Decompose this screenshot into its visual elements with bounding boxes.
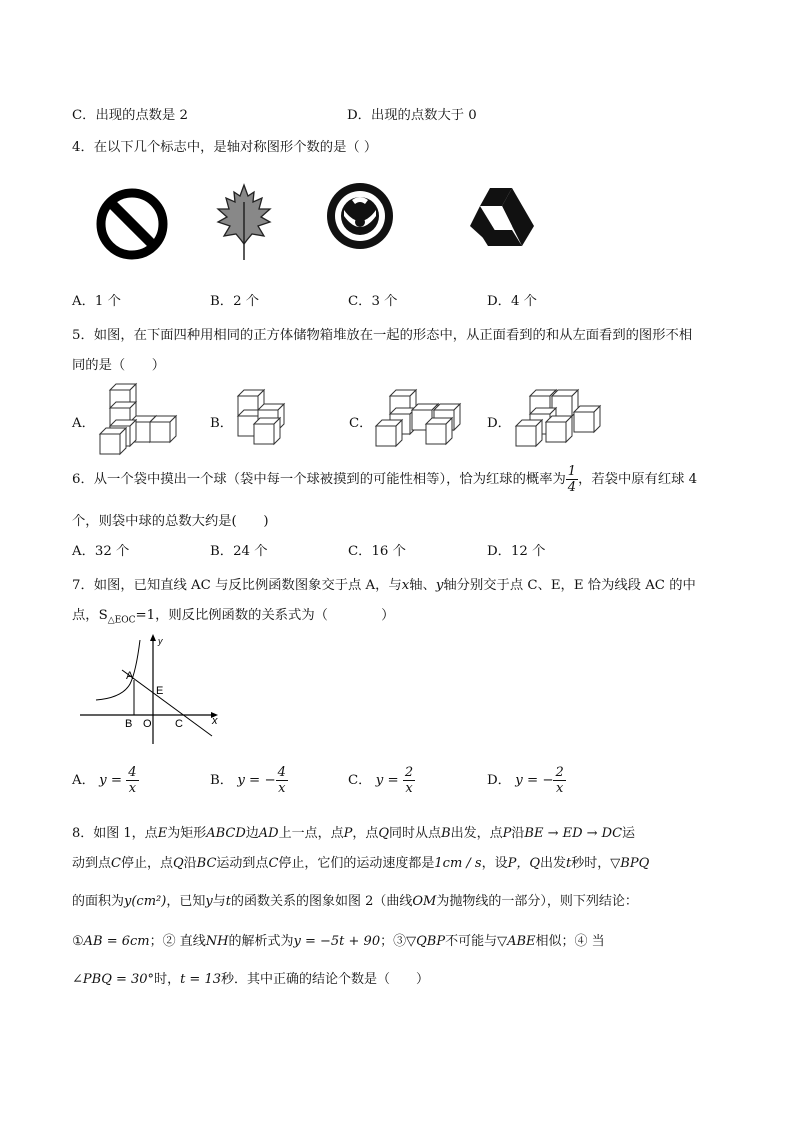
q8-l3b: ，已知: [166, 894, 206, 909]
q8-l1e: ，点: [352, 826, 379, 841]
q8-var-q: Q: [378, 826, 390, 841]
q8-var-y: y: [205, 894, 213, 909]
q4-option-a: A．1 个: [72, 294, 121, 309]
q8-var-t2: t: [225, 894, 231, 909]
line-ac: [122, 670, 212, 736]
cube: [516, 420, 542, 446]
q8-l4e: 不可能与: [445, 934, 498, 949]
q8-l1i: 运: [622, 826, 636, 841]
q7-area-subscript: △EOC: [107, 615, 136, 626]
q8-var-b: B: [441, 826, 451, 841]
cube: [150, 416, 176, 442]
q7-option-a-fraction: [126, 765, 138, 796]
q8-l1c: 边: [245, 826, 259, 841]
q8-var-nh: NH: [205, 934, 229, 949]
q8-tri-bpq: ▽BPQ: [610, 856, 650, 871]
q5-label-a: A．: [72, 416, 95, 431]
q8-l2d: 运动到点: [216, 856, 269, 871]
q7-option-c-label: C．: [348, 773, 372, 788]
q7-stem-part3: 轴分别交于点 C、E，E 恰为线段 AC 的中: [443, 578, 696, 593]
q8-speed: 1cm / s: [434, 856, 482, 871]
q8-l5b: 时，: [154, 972, 181, 987]
q8-var-e: E: [157, 826, 168, 841]
q8-var-ad: AD: [258, 826, 279, 841]
point-label-c: C: [175, 718, 183, 730]
q5-figure-b: [234, 386, 298, 446]
q8-angle: ∠PBQ = 30°: [72, 972, 155, 987]
q8-l3e: 为抛物线的一部分），则下列结论：: [436, 894, 638, 909]
q8-l4a: ①: [72, 934, 84, 949]
q7-option-b-num: 4: [277, 765, 286, 780]
q5-stem-line1: 5．如图，在下面四种用相同的正方体储物箱堆放在一起的形态中，从正面看到的和从左面看到的图形不相: [72, 328, 693, 343]
q8-var-om: OM: [412, 894, 437, 909]
point-label-a: A: [126, 670, 134, 682]
cube: [426, 418, 452, 444]
q6-option-c: C．16 个: [348, 544, 406, 559]
cube: [254, 418, 280, 444]
q8-tri-qbp: ▽QBP: [406, 934, 446, 949]
q7-option-d-num: 2: [555, 765, 564, 780]
q7-x-var: x: [401, 578, 410, 593]
no-sign-icon: [94, 186, 170, 262]
q8-line1: [72, 822, 635, 841]
q8-line4: [72, 930, 605, 949]
q7-option-c-fraction: [403, 765, 415, 796]
q7-option-b-label: B．: [210, 773, 234, 788]
q4-option-d: D．4 个: [487, 294, 537, 309]
q7-option-d-label: D．: [487, 773, 511, 788]
q6-probability-fraction: [566, 464, 578, 495]
q7-option-b: [210, 765, 288, 796]
q8-t13: t = 13: [180, 972, 222, 987]
q8-l4d: ；③: [380, 934, 407, 949]
triangle-logo-icon: [468, 186, 536, 248]
q7-option-d-lhs: y =: [515, 773, 539, 788]
q8-l2f: ，设: [481, 856, 508, 871]
q7-option-d-fraction: [553, 765, 565, 796]
q8-var-c: C: [111, 856, 121, 871]
q7-option-c-lhs: y =: [375, 773, 399, 788]
q8-var-pq: P，Q: [507, 856, 541, 871]
q8-var-q2: Q: [172, 856, 184, 871]
q7-option-d: [487, 765, 566, 796]
q8-nh-eq: y = −5t + 90: [293, 934, 381, 949]
q7-stem-part2: 轴、: [409, 578, 436, 593]
q4-option-c: C．3 个: [348, 294, 398, 309]
q8-var-abcd: ABCD: [206, 826, 246, 841]
q6-prob-denominator: 4: [567, 480, 577, 495]
q8-l3a: 的面积为: [72, 894, 125, 909]
y-axis-arrow-icon: [150, 634, 156, 641]
q8-l2c: 沿: [183, 856, 197, 871]
q8-var-bc: BC: [196, 856, 217, 871]
q8-l2e: 停止，它们的运动速度都是: [278, 856, 435, 871]
q5-figure-c: [372, 386, 472, 452]
q7-option-a-num: 4: [128, 765, 137, 780]
q4-stem: 4．在以下几个标志中，是轴对称图形个数的是（ ）: [72, 140, 378, 155]
axis-label-y: y: [158, 636, 163, 646]
q8-var-p2: P: [502, 826, 512, 841]
q8-tri-abe: ▽ABE: [497, 934, 536, 949]
q7-option-d-sign: −: [542, 773, 554, 788]
q7-option-b-sign: −: [264, 773, 276, 788]
q8-l1a: 8．如图 1，点: [72, 826, 158, 841]
point-label-b: B: [125, 718, 133, 730]
q8-var-p: P: [343, 826, 353, 841]
q8-var-t: t: [566, 856, 572, 871]
q8-l1h: 沿: [511, 826, 525, 841]
q7-graph: [78, 632, 223, 750]
q8-l2b: 停止，点: [120, 856, 173, 871]
q7-line2-b: =1，则反比例函数的关系式为（ ）: [135, 608, 395, 623]
q5-label-b: B．: [210, 416, 234, 431]
q8-l3d: 的函数关系的图象如图 2（曲线: [230, 894, 413, 909]
q7-line2-a: 点，S: [72, 608, 108, 623]
q7-option-d-den: x: [555, 781, 564, 796]
q7-stem-line1: [72, 574, 696, 593]
q5-stem-line2: 同的是（ ）: [72, 358, 166, 373]
q8-l2h: 秒时，: [571, 856, 611, 871]
q8-l2g: 出发: [540, 856, 567, 871]
q8-l4f: 相似；④ 当: [535, 934, 605, 949]
q4-option-b: B．2 个: [210, 294, 260, 309]
q8-l4b: ；② 直线: [149, 934, 206, 949]
q8-l5d: 秒．其中正确的结论个数是（ ）: [221, 972, 430, 987]
q8-l1b: 为矩形: [167, 826, 207, 841]
cube: [100, 428, 126, 454]
q8-l3c: 与: [212, 894, 226, 909]
q7-option-a-lhs: y =: [99, 773, 123, 788]
q7-option-a-label: A．: [72, 773, 95, 788]
q6-option-d: D．12 个: [487, 544, 546, 559]
q8-line3: [72, 890, 638, 909]
q6-option-b: B．24 个: [210, 544, 268, 559]
q6-prob-numerator: 1: [567, 464, 577, 479]
q7-option-c: [348, 765, 415, 796]
point-label-o: O: [143, 718, 152, 730]
q8-path: BE → ED → DC: [524, 826, 623, 841]
q8-l1f: 同时从点: [389, 826, 442, 841]
q8-line2: [72, 852, 649, 871]
axis-label-x: x: [212, 715, 218, 727]
cube: [574, 406, 600, 432]
q5-figure-d: [512, 386, 608, 452]
maple-leaf-icon: [214, 182, 274, 262]
q8-line5: [72, 968, 429, 987]
q8-l1g: 出发，点: [450, 826, 503, 841]
q8-ab: AB = 6cm: [83, 934, 150, 949]
cube: [376, 420, 402, 446]
q7-stem-line2: [72, 604, 394, 626]
q7-option-a-den: x: [128, 781, 137, 796]
q8-area: y(cm²): [124, 894, 167, 909]
q6-option-a: A．32 个: [72, 544, 130, 559]
q7-option-b-fraction: [276, 765, 288, 796]
cube: [546, 416, 572, 442]
q7-option-b-lhs: y =: [237, 773, 261, 788]
hyperbola-curve: [96, 640, 140, 700]
q7-option-a: [72, 765, 139, 796]
q5-figure-a: [96, 382, 180, 456]
q8-l2a: 动到点: [72, 856, 112, 871]
q6-stem-line2: 个，则袋中球的总数大约是( ): [72, 514, 269, 529]
point-label-e: E: [156, 685, 164, 697]
q7-option-c-den: x: [405, 781, 413, 796]
q6-stem-line1: [72, 464, 697, 495]
q8-l1d: 上一点，点: [278, 826, 344, 841]
q7-y-var: y: [435, 578, 444, 593]
q5-label-d: D．: [487, 416, 511, 431]
circular-emblem-icon: [324, 180, 396, 252]
q8-l4c: 的解析式为: [228, 934, 294, 949]
q8-var-c2: C: [268, 856, 279, 871]
q5-label-c: C．: [349, 416, 373, 431]
q7-stem-part1: 7．如图，已知直线 AC 与反比例函数图象交于点 A，与: [72, 578, 402, 593]
q7-option-c-num: 2: [404, 765, 414, 780]
q3-option-c: C．出现的点数是 2: [72, 108, 188, 123]
q6-stem-part2: ，若袋中原有红球 4: [578, 472, 698, 487]
q6-stem-part1: 6．从一个袋中摸出一个球（袋中每一个球被摸到的可能性相等），恰为红球的概率为: [72, 472, 566, 487]
q3-option-d: D．出现的点数大于 0: [347, 108, 477, 123]
q7-option-b-den: x: [278, 781, 286, 796]
